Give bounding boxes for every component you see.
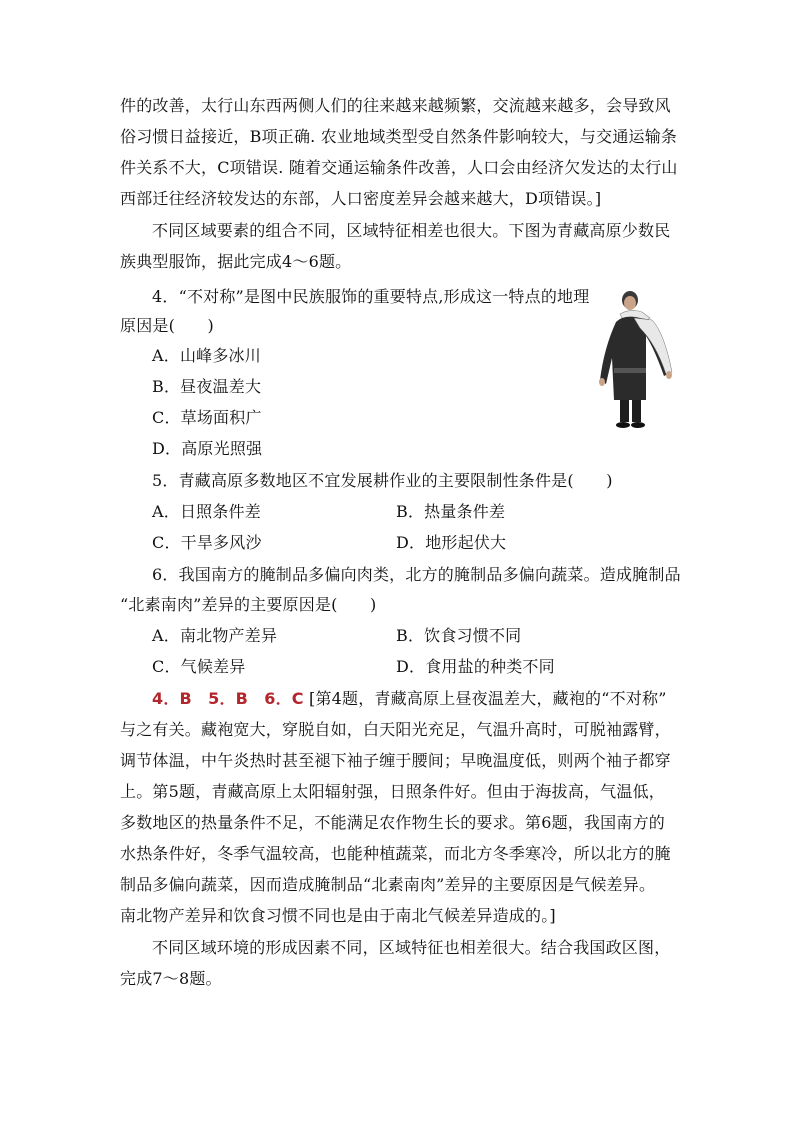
question-6-option-c: C．气候差异 xyxy=(152,657,246,676)
paragraph-line: 件的改善，太行山东西两侧人们的往来越来越频繁，交流越来越多，会导致风 xyxy=(120,96,671,115)
answer-keys: 4．B 5．B 6．C xyxy=(152,689,304,708)
question-5-option-b: B．热量条件差 xyxy=(396,502,506,521)
tibetan-costume-figure xyxy=(594,288,680,434)
question-6-stem: 6．我国南方的腌制品多偏向肉类，北方的腌制品多偏向蔬菜。造成腌制品 xyxy=(152,565,681,584)
question-4-option-a: A．山峰多冰川 xyxy=(152,346,261,365)
answer-line: 上。第5题，青藏高原上太阳辐射强，日照条件好。但由于海拔高，气温低， xyxy=(120,782,665,801)
intro-line: 族典型服饰，据此完成4～6题。 xyxy=(120,252,352,271)
question-5-option-d: D．地形起伏大 xyxy=(396,533,507,552)
answer-line: 制品多偏向蔬菜，因而造成腌制品“北素南肉”差异的主要原因是气候差异。 xyxy=(120,875,656,894)
question-5-stem: 5．青藏高原多数地区不宜发展耕作业的主要限制性条件是( ) xyxy=(152,471,613,490)
answer-line: 水热条件好，冬季气温较高，也能种植蔬菜，而北方冬季寒冷，所以北方的腌 xyxy=(120,844,671,863)
answer-line: 多数地区的热量条件不足，不能满足农作物生长的要求。第6题，我国南方的 xyxy=(120,813,665,832)
tibetan-costume-figure-icon xyxy=(594,288,680,434)
answer-explanation: [第4题，青藏高原上昼夜温差大，藏袍的“不对称” xyxy=(309,689,667,708)
intro-line: 不同区域环境的形成因素不同，区域特征也相差很大。结合我国政区图， xyxy=(152,938,671,957)
answer-line: 南北物产差异和饮食习惯不同也是由于南北气候差异造成的。] xyxy=(120,906,556,925)
question-6-option-d: D．食用盐的种类不同 xyxy=(396,657,555,676)
question-6-option-b: B．饮食习惯不同 xyxy=(396,626,522,645)
question-5-option-a: A．日照条件差 xyxy=(152,502,261,521)
question-4-stem: 原因是( ) xyxy=(120,316,214,335)
question-4-option-b: B．昼夜温差大 xyxy=(152,377,262,396)
question-6-option-a: A．南北物产差异 xyxy=(152,626,278,645)
question-4-stem: 4．“不对称”是图中民族服饰的重要特点,形成这一特点的地理 xyxy=(152,287,590,306)
question-4-option-c: C．草场面积广 xyxy=(152,408,262,427)
intro-line: 不同区域要素的组合不同，区域特征相差也很大。下图为青藏高原少数民 xyxy=(152,221,671,240)
question-6-stem: “北素南肉”差异的主要原因是( ) xyxy=(120,595,377,614)
question-4-option-d: D．高原光照强 xyxy=(152,439,263,458)
answer-line xyxy=(152,689,667,709)
question-5-option-c: C．干旱多风沙 xyxy=(152,533,262,552)
answer-line: 与之有关。藏袍宽大，穿脱自如，白天阳光充足，气温升高时，可脱袖露臂， xyxy=(120,720,671,739)
paragraph-line: 西部迁往经济较发达的东部，人口密度差异会越来越大，D项错误。] xyxy=(120,189,602,208)
intro-line: 完成7～8题。 xyxy=(120,969,222,988)
paragraph-line: 件关系不大，C项错误. 随着交通运输条件改善，人口会由经济欠发达的太行山 xyxy=(120,158,678,177)
paragraph-line: 俗习惯日益接近，B项正确. 农业地域类型受自然条件影响较大，与交通运输条 xyxy=(120,127,678,146)
answer-line: 调节体温，中午炎热时甚至褪下袖子缠于腰间；早晚温度低，则两个袖子都穿 xyxy=(120,751,671,770)
